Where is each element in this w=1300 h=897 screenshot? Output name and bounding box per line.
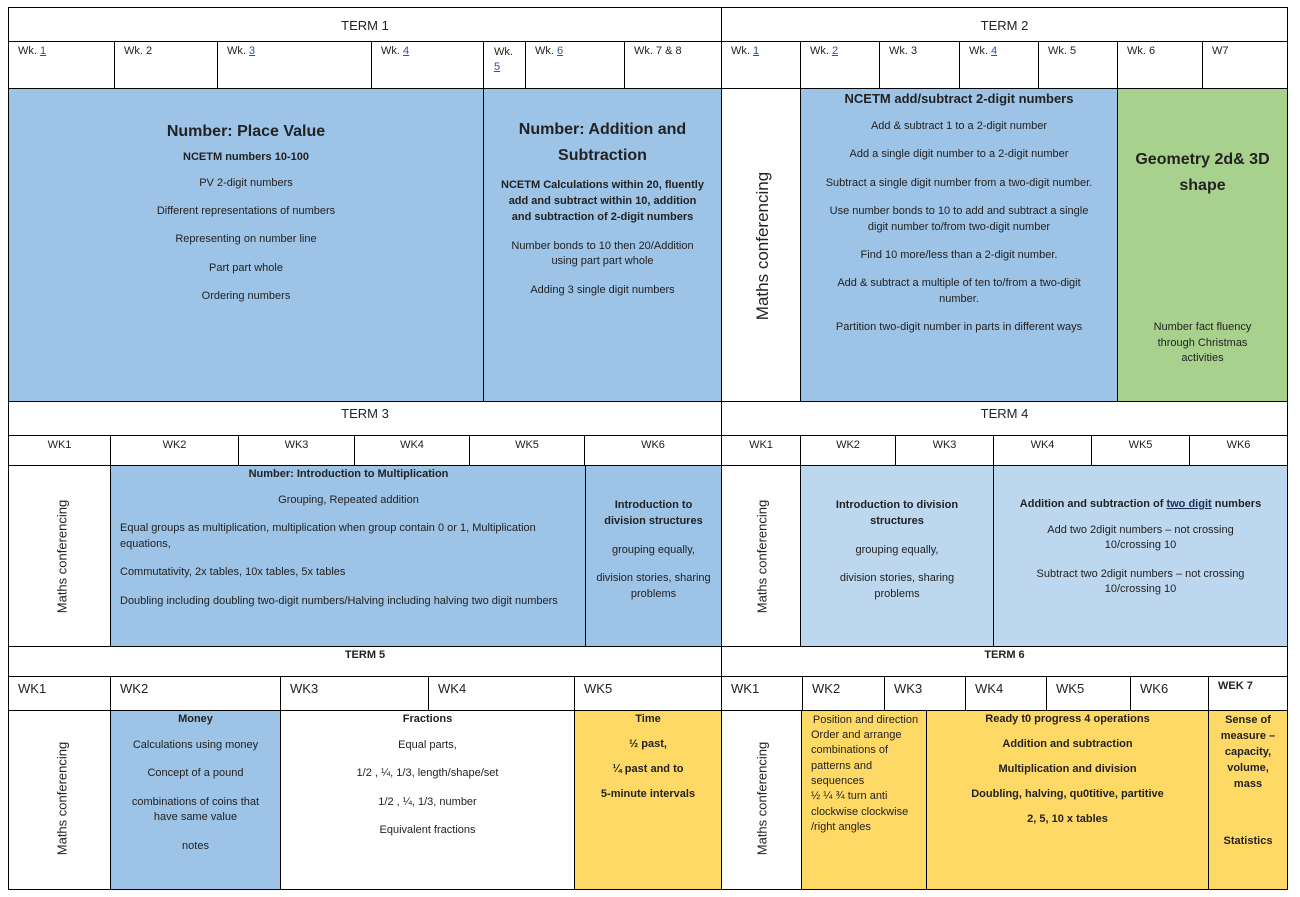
measure-unit bbox=[1208, 710, 1288, 890]
ready-item: Multiplication and division bbox=[998, 763, 1137, 775]
place-value-sub: NCETM numbers 10-100 bbox=[183, 150, 309, 163]
t4-week-3: WK3 bbox=[895, 435, 994, 466]
t2-week-6: Wk. 6 bbox=[1117, 41, 1203, 89]
term5-header bbox=[8, 646, 722, 677]
t4-week-1: WK1 bbox=[721, 435, 801, 466]
pv-item: Representing on number line bbox=[175, 233, 317, 246]
conferencing-label: Maths conferencing bbox=[54, 741, 70, 856]
addsub-item: Number bonds to 10 then 20/Addition using part part whole bbox=[511, 240, 694, 268]
ready-to-progress-unit bbox=[926, 710, 1209, 890]
ncetm2-item: Use number bonds to 10 to add and subtract a single digit number to/from two-digit number bbox=[829, 205, 1089, 233]
position-item: Order and arrange combinations of patterns and sequences bbox=[811, 728, 902, 788]
t3-week-4: WK4 bbox=[354, 435, 470, 466]
term3-label: TERM 3 bbox=[341, 406, 389, 421]
ncetm2-title: NCETM add/subtract 2-digit numbers bbox=[844, 91, 1074, 106]
place-value-unit bbox=[8, 88, 484, 402]
t5-week-3: WK3 bbox=[280, 676, 429, 711]
t5-week-5: WK5 bbox=[574, 676, 722, 711]
mult-item: Commutativity, 2x tables, 10x tables, 5x tables bbox=[120, 566, 346, 579]
term2-header bbox=[721, 7, 1288, 42]
money-title: Money bbox=[178, 713, 213, 725]
position-title: Position and direction bbox=[812, 714, 919, 726]
t1-week-1: Wk. 1 bbox=[8, 41, 115, 89]
geometry-title: Geometry 2d& 3D shape bbox=[1135, 151, 1270, 194]
t5-week-1: WK1 bbox=[8, 676, 111, 711]
term5-label: TERM 5 bbox=[344, 649, 386, 661]
mult-item: Doubling including doubling two-digit numbers/Halving including halving two digit numbers bbox=[120, 594, 558, 607]
t3-week-1: WK1 bbox=[8, 435, 111, 466]
measure-item: Sense of measure – capacity, volume, mass bbox=[1220, 714, 1276, 790]
time-unit bbox=[574, 710, 722, 890]
ncetm-2digit-unit bbox=[800, 88, 1118, 402]
t6-week-2: WK2 bbox=[802, 676, 885, 711]
mult-item: Grouping, Repeated addition bbox=[278, 494, 419, 506]
t1-week-2: Wk. 2 bbox=[114, 41, 218, 89]
t5-conferencing-cell bbox=[8, 710, 111, 890]
conferencing-label: Maths conferencing bbox=[753, 171, 772, 321]
t4-conferencing-cell bbox=[721, 465, 801, 647]
multiplication-unit bbox=[110, 465, 586, 647]
t5-week-2: WK2 bbox=[110, 676, 281, 711]
fractions-item: 1/2 , ¼, 1/3, length/shape/set bbox=[356, 767, 499, 780]
place-value-title: Number: Place Value bbox=[166, 123, 326, 140]
position-direction-unit bbox=[801, 710, 927, 890]
ready-item: Addition and subtraction bbox=[1002, 738, 1133, 750]
fractions-title: Fractions bbox=[402, 713, 453, 725]
addsub-sub: NCETM Calculations within 20, fluently add and subtract within 10, addition and subtraction of 2-digit numbers bbox=[501, 179, 704, 224]
fractions-item: 1/2 , ¼, 1/3, number bbox=[378, 795, 477, 808]
term2-label: TERM 2 bbox=[980, 18, 1029, 33]
money-unit bbox=[110, 710, 281, 890]
t2-week-5: Wk. 5 bbox=[1038, 41, 1118, 89]
t5-week-4: WK4 bbox=[428, 676, 575, 711]
div3-item: grouping equally, bbox=[612, 543, 695, 556]
geometry-unit bbox=[1117, 88, 1288, 402]
conferencing-label: Maths conferencing bbox=[54, 499, 70, 614]
ready-item: Ready t0 progress 4 operations bbox=[985, 713, 1150, 725]
fractions-item: Equivalent fractions bbox=[379, 824, 476, 837]
term1-header bbox=[8, 7, 722, 42]
t6-week-7: WEK 7 bbox=[1208, 676, 1288, 711]
ready-item: 2, 5, 10 x tables bbox=[1027, 813, 1108, 825]
ready-item: Doubling, halving, qu0titive, partitive bbox=[971, 788, 1164, 800]
t2-week-2: Wk. 2 bbox=[800, 41, 880, 89]
position-item: ½ ¼ ¾ turn anti clockwise clockwise /right angles bbox=[811, 790, 909, 834]
term6-header bbox=[721, 646, 1288, 677]
t2-week-7: W7 bbox=[1202, 41, 1288, 89]
t6-week-3: WK3 bbox=[884, 676, 966, 711]
term3-header bbox=[8, 401, 722, 436]
money-item: Calculations using money bbox=[132, 739, 259, 751]
t3-week-6: WK6 bbox=[584, 435, 722, 466]
t2-week-1: Wk. 1 bbox=[721, 41, 801, 89]
time-item: ½ past, bbox=[629, 738, 667, 750]
t1-week-3: Wk. 3 bbox=[217, 41, 372, 89]
div3-item: division stories, sharing problems bbox=[596, 572, 711, 600]
time-title: Time bbox=[635, 713, 661, 725]
t6-conferencing-cell bbox=[721, 710, 802, 890]
t4-week-2: WK2 bbox=[800, 435, 896, 466]
pv-item: Different representations of numbers bbox=[156, 204, 336, 217]
fractions-unit bbox=[280, 710, 575, 890]
mult-title: Number: Introduction to Multiplication bbox=[248, 468, 449, 480]
t6-week-5: WK5 bbox=[1046, 676, 1131, 711]
pv-item: Ordering numbers bbox=[201, 290, 291, 303]
money-item: notes bbox=[182, 839, 209, 852]
t6-week-4: WK4 bbox=[965, 676, 1047, 711]
t2-conferencing-cell bbox=[721, 88, 801, 402]
term1-label: TERM 1 bbox=[341, 18, 389, 33]
division-unit-t3 bbox=[585, 465, 722, 647]
fractions-item: Equal parts, bbox=[398, 739, 457, 751]
t1-week-4: Wk. 4 bbox=[371, 41, 484, 89]
term6-label: TERM 6 bbox=[984, 649, 1025, 661]
div4-item: division stories, sharing problems bbox=[839, 572, 955, 600]
time-item: 5-minute intervals bbox=[600, 788, 696, 800]
geometry-text: Number fact fluency through Christmas activities bbox=[1153, 321, 1252, 364]
addsub4-title: Addition and subtraction of two digit numbers bbox=[1019, 498, 1262, 510]
div3-title: Introduction to division structures bbox=[604, 499, 703, 527]
money-item: Concept of a pound bbox=[147, 767, 244, 780]
t6-week-1: WK1 bbox=[721, 676, 803, 711]
t3-conferencing-cell bbox=[8, 465, 111, 647]
t1-week-7-8: Wk. 7 & 8 bbox=[624, 41, 722, 89]
addsub-item: Adding 3 single digit numbers bbox=[530, 283, 675, 296]
addsub-title: Number: Addition and Subtraction bbox=[518, 121, 687, 164]
ncetm2-item: Add & subtract 1 to a 2-digit number bbox=[870, 120, 1048, 132]
mult-item: Equal groups as multiplication, multiplication when group contain 0 or 1, Multiplication equations, bbox=[120, 522, 536, 550]
ncetm2-item: Add a single digit number to a 2-digit number bbox=[849, 148, 1069, 161]
t1-week-5: Wk. 5 bbox=[483, 41, 526, 89]
ncetm2-item: Subtract a single digit number from a two-digit number. bbox=[825, 176, 1093, 189]
term4-label: TERM 4 bbox=[980, 406, 1029, 421]
div4-item: grouping equally, bbox=[855, 543, 939, 556]
pv-item: Part part whole bbox=[209, 261, 283, 274]
t4-week-4: WK4 bbox=[993, 435, 1092, 466]
div4-title: Introduction to division structures bbox=[835, 499, 959, 527]
t6-week-6: WK6 bbox=[1130, 676, 1209, 711]
t3-week-3: WK3 bbox=[238, 435, 355, 466]
money-item: combinations of coins that have same value bbox=[131, 795, 260, 824]
t1-week-6: Wk. 6 bbox=[525, 41, 625, 89]
ncetm2-item: Find 10 more/less than a 2-digit number. bbox=[860, 248, 1058, 261]
t4-week-5: WK5 bbox=[1091, 435, 1190, 466]
addsub-2digit-unit bbox=[993, 465, 1288, 647]
ncetm2-item: Partition two-digit number in parts in different ways bbox=[835, 321, 1083, 334]
division-unit-t4 bbox=[800, 465, 994, 647]
conferencing-label: Maths conferencing bbox=[754, 499, 770, 614]
addition-subtraction-unit bbox=[483, 88, 722, 402]
t4-week-6: WK6 bbox=[1189, 435, 1288, 466]
term4-header bbox=[721, 401, 1288, 436]
t3-week-5: WK5 bbox=[469, 435, 585, 466]
t3-week-2: WK2 bbox=[110, 435, 239, 466]
t2-week-3: Wk. 3 bbox=[879, 41, 960, 89]
measure-item: Statistics bbox=[1223, 834, 1273, 847]
pv-item: PV 2-digit numbers bbox=[199, 176, 293, 189]
conferencing-label: Maths conferencing bbox=[754, 741, 770, 856]
addsub4-item: Add two 2digit numbers – not crossing 10/crossing 10 bbox=[1047, 524, 1234, 552]
addsub4-item: Subtract two 2digit numbers – not crossing 10/crossing 10 bbox=[1036, 567, 1245, 596]
ncetm2-item: Add & subtract a multiple of ten to/from a two-digit number. bbox=[837, 277, 1081, 305]
time-item: ¼ past and to bbox=[612, 763, 684, 775]
t2-week-4: Wk. 4 bbox=[959, 41, 1039, 89]
